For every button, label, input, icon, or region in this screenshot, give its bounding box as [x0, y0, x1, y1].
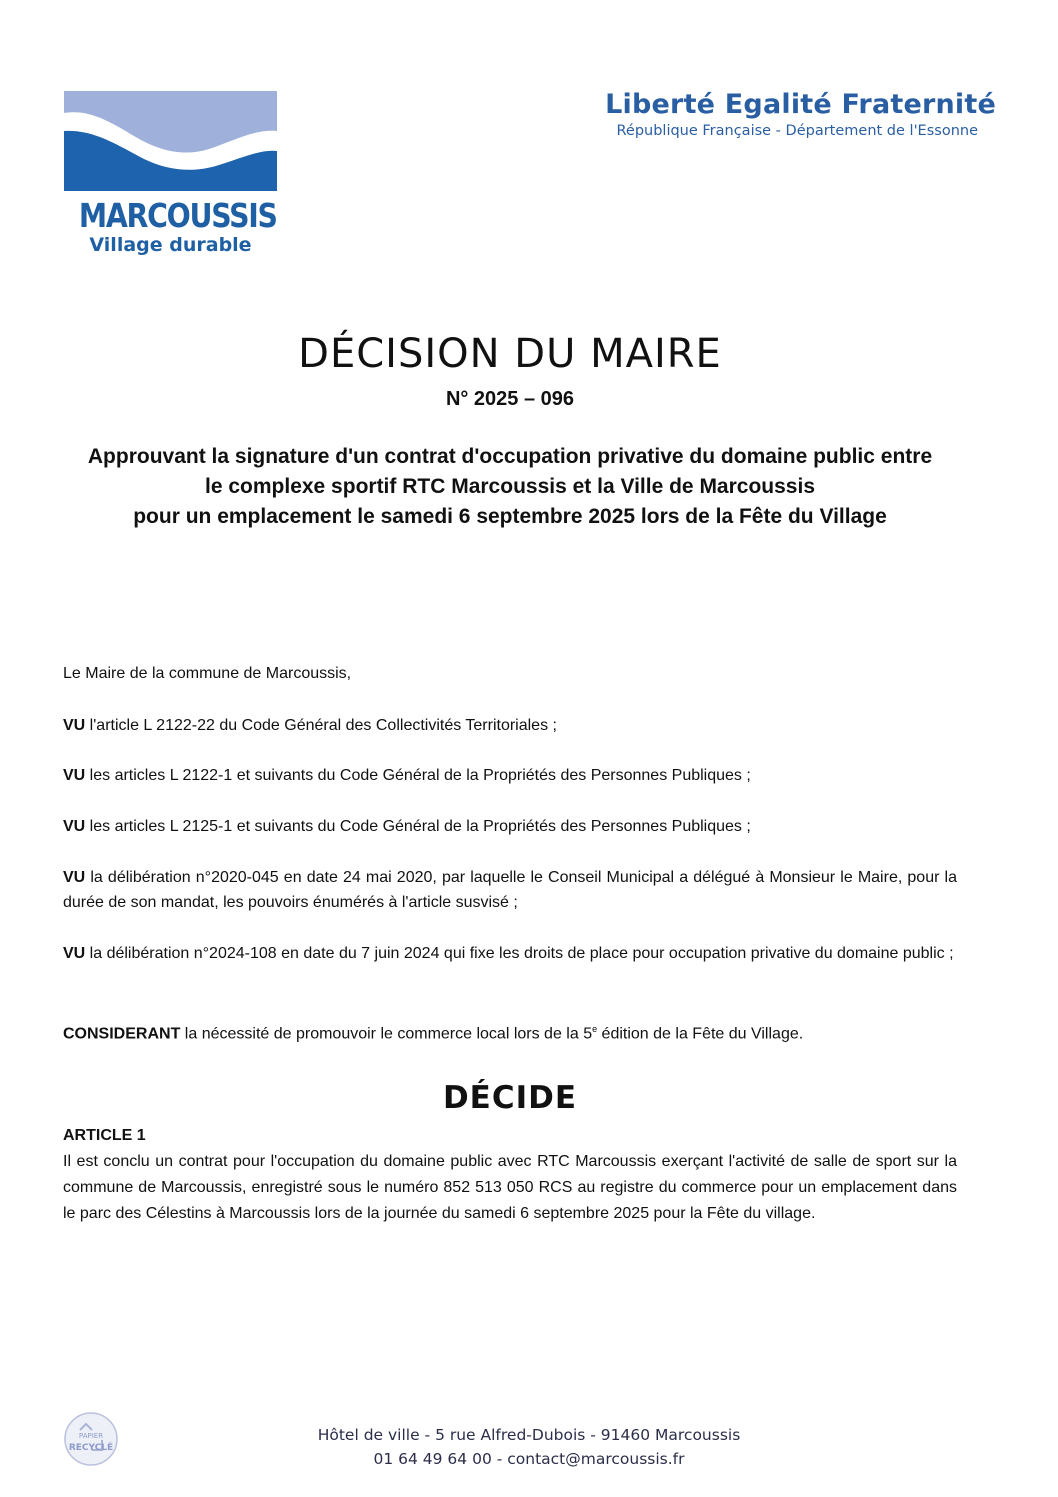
visa-paragraph	[63, 763, 957, 788]
logo-wave-icon	[64, 91, 277, 191]
visa-keyword: VU	[63, 767, 86, 784]
logo-tagline: Village durable	[89, 234, 252, 256]
republic-header	[605, 88, 996, 139]
article-1-body: Il est conclu un contrat pour l'occupation du domaine public avec RTC Marcoussis exerçant l'activité de salle de sport sur la commune de Marcoussis, enregistré sous le numéro 852 513 050 RCS au registre du commerce pour un emplacement dans le parc des Célestins à Marcoussis lors de la journée du samedi 6 septembre 2025 pour la Fête du village.	[63, 1153, 957, 1222]
decision-subject	[40, 442, 980, 532]
visa-keyword: VU	[63, 717, 86, 734]
subject-line: le complexe sportif RTC Marcoussis et la Ville de Marcoussis	[205, 475, 815, 498]
visa-text: la délibération n°2024-108 en date du 7 juin 2024 qui fixe les droits de place pour occupation privative du domaine public ;	[85, 945, 954, 962]
visa-keyword: VU	[63, 869, 86, 886]
considerant-text: la nécessité de promouvoir le commerce local lors de la 5	[180, 1025, 593, 1043]
marcoussis-logo	[64, 91, 277, 266]
decide-heading: DÉCIDE	[442, 1080, 578, 1116]
subject-line: pour un emplacement le samedi 6 septembre 2025 lors de la Fête du Village	[133, 505, 887, 528]
visa-paragraph	[63, 713, 957, 738]
footer-address: Hôtel de ville - 5 rue Alfred-Dubois - 91460 Marcoussis	[317, 1426, 741, 1444]
decision-number: N° 2025 – 096	[445, 388, 575, 410]
visa-paragraph	[63, 814, 957, 839]
considerant-keyword: CONSIDERANT	[63, 1025, 181, 1043]
republic-subtitle: République Française - Département de l'Essonne	[616, 123, 978, 139]
subject-line: Approuvant la signature d'un contrat d'occupation privative du domaine public entre	[87, 445, 933, 468]
footer-contact: 01 64 49 64 00 - contact@marcoussis.fr	[373, 1450, 685, 1468]
considerant-superscript: e	[592, 1024, 598, 1034]
visa-keyword: VU	[63, 945, 86, 962]
article-1-title: ARTICLE 1	[63, 1127, 146, 1144]
preamble: Le Maire de la commune de Marcoussis,	[63, 665, 352, 682]
considerant-text-end: édition de la Fête du Village.	[597, 1025, 804, 1043]
considerant-paragraph	[63, 1017, 957, 1046]
visa-text: les articles L 2125-1 et suivants du Code Général de la Propriétés des Personnes Publiques ;	[85, 818, 751, 835]
visa-text: la délibération n°2020-045 en date 24 mai 2020, par laquelle le Conseil Municipal a délégué à Monsieur le Maire, pour la durée de son mandat, les pouvoirs énumérés à l'article susvisé ;	[63, 869, 957, 911]
recycled-badge-line2: RECYCLÉ	[68, 1443, 114, 1453]
logo-name: MARCOUSSIS	[78, 196, 277, 235]
visa-text: l'article L 2122-22 du Code Général des Collectivités Territoriales ;	[85, 717, 557, 734]
document-title: DÉCISION DU MAIRE	[298, 331, 722, 377]
republic-motto: Liberté Egalité Fraternité	[605, 89, 996, 120]
visa-keyword: VU	[63, 818, 86, 835]
visa-text: les articles L 2122-1 et suivants du Code Général de la Propriétés des Personnes Publiques ;	[85, 767, 751, 784]
visa-paragraph	[63, 941, 957, 966]
visa-paragraph	[63, 865, 957, 915]
recycled-badge-line1: PAPIER	[78, 1432, 104, 1440]
footer	[0, 1423, 1058, 1471]
